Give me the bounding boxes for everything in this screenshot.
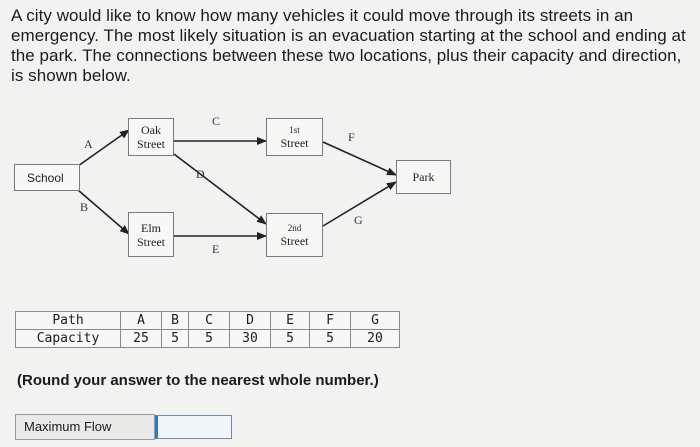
table-cell-path-c: C (189, 312, 230, 330)
table-cell-capacity-f: 5 (310, 330, 351, 348)
node-first-street-line2: Street (280, 135, 309, 150)
table-cell-path-a: A (121, 312, 162, 330)
table-cell-capacity-e: 5 (271, 330, 310, 348)
table-cell-path-f: F (310, 312, 351, 330)
node-elm-street (128, 212, 174, 257)
node-second-street-line2: Street (280, 233, 309, 248)
node-park (396, 160, 451, 194)
node-school (14, 164, 80, 191)
table-cell-capacity-g: 20 (351, 330, 400, 348)
table-cell-path-e: E (271, 312, 310, 330)
node-oak-street (128, 118, 174, 156)
node-oak-street-line1: Oak (141, 123, 161, 137)
table-cell-capacity-a: 25 (121, 330, 162, 348)
maximum-flow-input[interactable] (155, 415, 232, 439)
edge-label-a: A (84, 137, 93, 151)
edge-label-g: G (354, 213, 363, 227)
table-cell-path-g: G (351, 312, 400, 330)
table-cell-path-d: D (230, 312, 271, 330)
edge-label-b: B (80, 200, 89, 214)
node-second-street-line1: 2nd (287, 222, 302, 233)
path-capacity-table (15, 311, 400, 348)
node-first-street-line1: 1st (289, 124, 300, 135)
problem-statement: A city would like to know how many vehicles it could move through its streets in an emergency. The most likely situation is an evacuation starting at the school and ending at the park. The connections between these two locations, plus their capacity and direction, is shown below. (11, 6, 686, 85)
edge-d (174, 154, 266, 224)
node-first-street (266, 118, 323, 156)
node-elm-street-line1: Elm (141, 220, 161, 235)
table-cell-capacity-c: 5 (189, 330, 230, 348)
node-school-label: School (27, 170, 64, 185)
table-cell-capacity-b: 5 (162, 330, 189, 348)
table-row-capacity (16, 330, 400, 348)
node-second-street (266, 213, 323, 257)
table-cell-capacity-d: 30 (230, 330, 271, 348)
edge-f (323, 142, 396, 175)
table-cell-path-header: Path (16, 312, 121, 330)
table-cell-path-b: B (162, 312, 189, 330)
node-oak-street-line2: Street (137, 137, 165, 151)
table-cell-capacity-header: Capacity (16, 330, 121, 348)
edge-label-e: E (212, 242, 220, 256)
rounding-instruction: (Round your answer to the nearest whole number.) (17, 372, 379, 389)
node-elm-street-line2: Street (137, 234, 165, 249)
edge-label-d: D (196, 167, 205, 181)
edge-label-c: C (212, 114, 221, 128)
edge-label-f: F (348, 130, 355, 144)
node-park-label: Park (412, 170, 435, 184)
maximum-flow-label: Maximum Flow (15, 414, 155, 440)
table-row-path (16, 312, 400, 330)
